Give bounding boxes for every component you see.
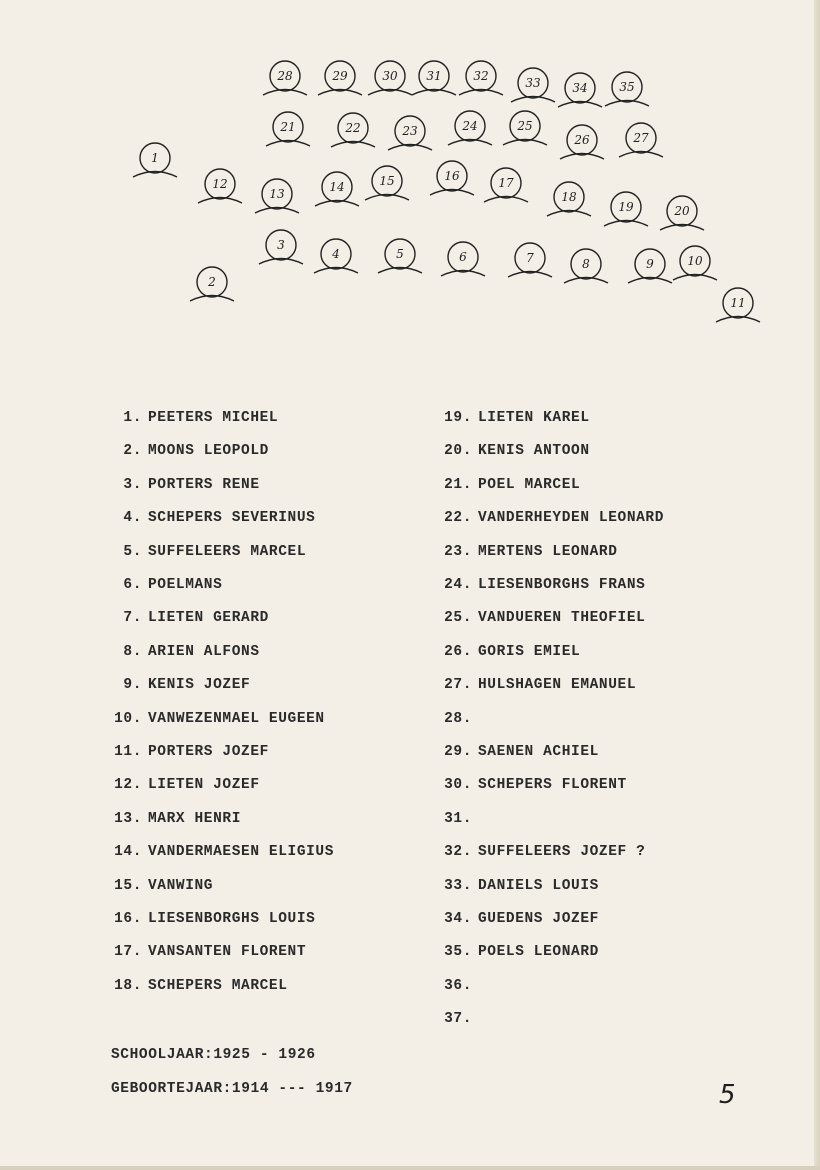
- seat-24: [448, 111, 492, 145]
- seat-7: [508, 243, 552, 277]
- roster-number: 7.: [123, 610, 142, 627]
- roster-number: 25.: [444, 610, 472, 627]
- roster-number: 10.: [114, 710, 142, 727]
- seat-15: [365, 166, 409, 200]
- roster-number: 17.: [114, 944, 142, 961]
- roster-name: POEL MARCEL: [478, 476, 581, 493]
- seat-5: [378, 239, 422, 273]
- seat-27: [619, 123, 663, 157]
- seat-number: 7: [526, 251, 534, 265]
- roster-number: 20.: [444, 443, 472, 460]
- seat-31: [412, 61, 456, 95]
- roster-number: 9.: [123, 677, 142, 694]
- roster-name: LIESENBORGHS FRANS: [478, 577, 646, 593]
- seat-number: 8: [582, 257, 590, 271]
- roster-number: 16.: [114, 911, 142, 927]
- seat-number: 5: [396, 247, 404, 261]
- roster-name: VANWING: [148, 877, 214, 894]
- page-number: 5: [719, 1080, 736, 1110]
- seat-number: 35: [619, 80, 635, 94]
- roster-number: 11.: [114, 744, 142, 760]
- seat-number: 3: [277, 238, 285, 252]
- roster-number: 28.: [444, 710, 472, 727]
- roster-number: 26.: [444, 643, 472, 660]
- roster-name: LIETEN KAREL: [478, 410, 590, 426]
- roster-number: 30.: [444, 777, 472, 794]
- seat-1: [133, 143, 177, 177]
- roster-name: SUFFELEERS MARCEL: [148, 543, 307, 560]
- roster-name: SAENEN ACHIEL: [478, 744, 599, 760]
- seat-33: [511, 68, 555, 102]
- seat-12: [198, 169, 242, 203]
- roster-name: HULSHAGEN EMANUEL: [478, 677, 637, 694]
- seat-2: [190, 267, 234, 301]
- seat-number: 13: [269, 187, 285, 201]
- seat-3: [259, 230, 303, 264]
- seat-8: [564, 249, 608, 283]
- roster-number: 14.: [114, 844, 142, 861]
- roster-name: GORIS EMIEL: [478, 643, 581, 660]
- seat-number: 2: [208, 275, 216, 289]
- roster-number: 12.: [114, 777, 142, 794]
- roster-number: 15.: [114, 877, 142, 894]
- seat-number: 27: [633, 131, 649, 145]
- seat-number: 34: [572, 81, 588, 95]
- roster-name: SCHEPERS SEVERINUS: [148, 510, 316, 527]
- page-bottom-edge: [0, 1166, 820, 1170]
- roster-number: 27.: [444, 677, 472, 694]
- roster-name: DANIELS LOUIS: [478, 877, 599, 894]
- roster-left-column: [100, 410, 420, 1010]
- seating-chart: [0, 0, 820, 350]
- seat-23: [388, 116, 432, 150]
- seat-34: [558, 73, 602, 107]
- roster-number: 4.: [123, 510, 142, 527]
- seat-number: 17: [498, 176, 514, 190]
- roster-name: POELMANS: [148, 577, 223, 593]
- roster-number: 33.: [444, 877, 472, 894]
- seat-number: 18: [561, 190, 577, 204]
- seat-14: [315, 172, 359, 206]
- seat-18: [547, 182, 591, 216]
- seat-number: 19: [618, 200, 634, 214]
- roster-number: 23.: [444, 543, 472, 560]
- roster-number: 22.: [444, 510, 472, 527]
- seat-number: 32: [473, 69, 489, 83]
- seat-25: [503, 111, 547, 145]
- roster-name: VANDERHEYDEN LEONARD: [478, 510, 665, 527]
- roster-name: VANDERMAESEN ELIGIUS: [148, 844, 335, 861]
- seat-28: [263, 61, 307, 95]
- roster-name: PORTERS RENE: [148, 476, 260, 493]
- roster-name: PORTERS JOZEF: [148, 744, 269, 760]
- roster-name: MERTENS LEONARD: [478, 543, 618, 560]
- seat-number: 6: [459, 250, 467, 264]
- seat-21: [266, 112, 310, 146]
- seat-11: [716, 288, 760, 322]
- seat-number: 25: [517, 119, 533, 133]
- roster-number: 31.: [444, 810, 472, 827]
- seat-number: 1: [151, 151, 159, 165]
- roster-name: LIESENBORGHS LOUIS: [148, 911, 316, 927]
- roster-name: GUEDENS JOZEF: [478, 911, 599, 927]
- seat-number: 31: [426, 69, 442, 83]
- roster-number: 35.: [444, 944, 472, 961]
- seat-19: [604, 192, 648, 226]
- seat-10: [673, 246, 717, 280]
- seat-number: 9: [646, 257, 654, 271]
- seat-number: 20: [674, 204, 690, 218]
- seat-number: 33: [525, 76, 541, 90]
- roster-name: PEETERS MICHEL: [148, 410, 279, 426]
- roster-name: LIETEN JOZEF: [148, 777, 260, 794]
- seat-number: 22: [345, 121, 361, 135]
- roster-number: 19.: [444, 410, 472, 426]
- seat-number: 21: [280, 120, 296, 134]
- seat-17: [484, 168, 528, 202]
- roster-number: 32.: [444, 844, 472, 861]
- seat-20: [660, 196, 704, 230]
- seat-number: 26: [574, 133, 590, 147]
- roster-name: VANSANTEN FLORENT: [148, 944, 307, 961]
- roster-name: POELS LEONARD: [478, 944, 599, 961]
- roster-number: 8.: [123, 643, 142, 660]
- seat-number: 28: [277, 69, 293, 83]
- seat-22: [331, 113, 375, 147]
- seat-16: [430, 161, 474, 195]
- birth-year: GEBOORTEJAAR:1914 --- 1917: [111, 1081, 353, 1097]
- seat-number: 14: [329, 180, 345, 194]
- roster-number: 18.: [114, 977, 142, 994]
- school-year: SCHOOLJAAR:1925 - 1926: [111, 1047, 316, 1063]
- roster-name: MOONS LEOPOLD: [148, 443, 269, 460]
- roster-number: 13.: [114, 810, 142, 827]
- roster-name: VANDUEREN THEOFIEL: [478, 610, 646, 627]
- roster-number: 21.: [444, 476, 472, 493]
- seat-number: 15: [379, 174, 395, 188]
- roster-number: 34.: [444, 911, 472, 927]
- seat-number: 29: [332, 69, 348, 83]
- roster-number: 37.: [444, 1011, 472, 1028]
- roster-number: 2.: [123, 443, 142, 460]
- roster-number: 24.: [444, 577, 472, 593]
- roster-name: SCHEPERS MARCEL: [148, 977, 288, 994]
- roster-number: 5.: [123, 543, 142, 560]
- roster-number: 1.: [123, 410, 142, 426]
- seat-26: [560, 125, 604, 159]
- seat-13: [255, 179, 299, 213]
- roster-name: SCHEPERS FLORENT: [478, 777, 627, 794]
- seat-29: [318, 61, 362, 95]
- seat-4: [314, 239, 358, 273]
- seat-35: [605, 72, 649, 106]
- seat-number: 24: [462, 119, 478, 133]
- roster-name: LIETEN GERARD: [148, 610, 269, 627]
- roster-name: ARIEN ALFONS: [148, 643, 260, 660]
- roster-name: SUFFELEERS JOZEF ?: [478, 844, 646, 861]
- roster-number: 29.: [444, 744, 472, 760]
- seat-number: 23: [402, 124, 418, 138]
- roster-number: 3.: [123, 476, 142, 493]
- seat-number: 4: [332, 247, 340, 261]
- seat-number: 10: [687, 254, 703, 268]
- seat-number: 30: [382, 69, 398, 83]
- seat-9: [628, 249, 672, 283]
- roster-name: VANWEZENMAEL EUGEEN: [148, 710, 325, 727]
- roster-right-column: [430, 410, 750, 1050]
- seat-32: [459, 61, 503, 95]
- seat-number: 16: [444, 169, 460, 183]
- seat-number: 12: [212, 177, 228, 191]
- roster-name: KENIS ANTOON: [478, 443, 590, 460]
- seat-number: 11: [730, 296, 746, 310]
- seat-6: [441, 242, 485, 276]
- roster-name: KENIS JOZEF: [148, 677, 251, 694]
- roster-name: MARX HENRI: [148, 810, 242, 827]
- seat-30: [368, 61, 412, 95]
- roster-number: 36.: [444, 977, 472, 994]
- roster-number: 6.: [123, 577, 142, 593]
